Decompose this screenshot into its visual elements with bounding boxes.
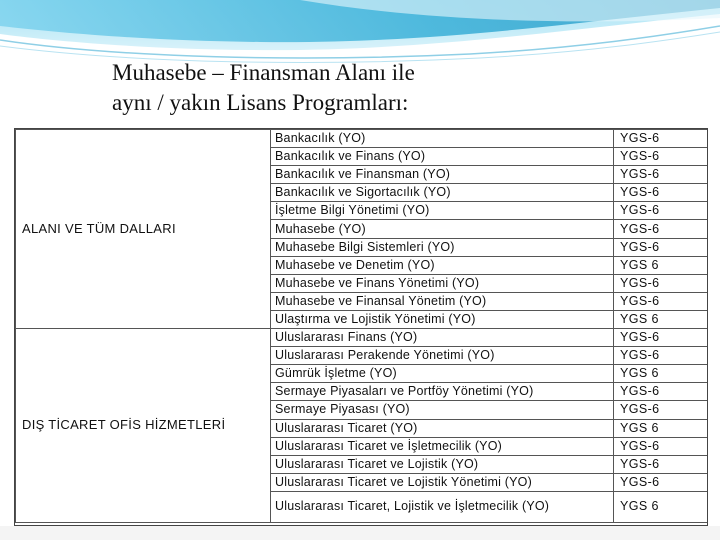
score-type-cell: YGS-6 xyxy=(614,166,708,184)
program-cell: Muhasebe (YO) xyxy=(271,220,614,238)
area-cell: ALANI VE TÜM DALLARI xyxy=(16,130,271,329)
score-type-cell: YGS-6 xyxy=(614,401,708,419)
table-row xyxy=(16,130,708,148)
table-row xyxy=(16,329,708,347)
program-cell: Gümrük İşletme (YO) xyxy=(271,365,614,383)
score-type-cell: YGS-6 xyxy=(614,383,708,401)
program-cell: Uluslararası Ticaret ve Lojistik (YO) xyxy=(271,455,614,473)
program-cell: Uluslararası Ticaret (YO) xyxy=(271,419,614,437)
slide-title xyxy=(112,58,632,118)
score-type-cell: YGS 6 xyxy=(614,310,708,328)
score-type-cell: YGS-6 xyxy=(614,202,708,220)
program-cell: Bankacılık ve Finans (YO) xyxy=(271,148,614,166)
score-type-cell: YGS-6 xyxy=(614,184,708,202)
program-cell: Bankacılık (YO) xyxy=(271,130,614,148)
score-type-cell: YGS-6 xyxy=(614,347,708,365)
score-type-cell: YGS-6 xyxy=(614,274,708,292)
program-cell: Muhasebe ve Denetim (YO) xyxy=(271,256,614,274)
slide-bottom-strip xyxy=(0,526,720,540)
score-type-cell: YGS-6 xyxy=(614,473,708,491)
programs-table-container xyxy=(14,128,708,526)
slide-title-line-2: aynı / yakın Lisans Programları: xyxy=(112,90,409,115)
score-type-cell: YGS 6 xyxy=(614,419,708,437)
score-type-cell: YGS-6 xyxy=(614,329,708,347)
program-cell: Uluslararası Perakende Yönetimi (YO) xyxy=(271,347,614,365)
slide-title-line-1: Muhasebe – Finansman Alanı ile xyxy=(112,60,415,85)
program-cell: Uluslararası Finans (YO) xyxy=(271,329,614,347)
score-type-cell: YGS-6 xyxy=(614,292,708,310)
program-cell: Bankacılık ve Sigortacılık (YO) xyxy=(271,184,614,202)
program-cell: Muhasebe Bilgi Sistemleri (YO) xyxy=(271,238,614,256)
program-cell: Uluslararası Ticaret ve Lojistik Yönetimi (YO) xyxy=(271,473,614,491)
program-cell: İşletme Bilgi Yönetimi (YO) xyxy=(271,202,614,220)
program-cell: Sermaye Piyasaları ve Portföy Yönetimi (YO) xyxy=(271,383,614,401)
score-type-cell: YGS-6 xyxy=(614,220,708,238)
program-cell: Ulaştırma ve Lojistik Yönetimi (YO) xyxy=(271,310,614,328)
program-cell: Sermaye Piyasası (YO) xyxy=(271,401,614,419)
area-cell: DIŞ TİCARET OFİS HİZMETLERİ xyxy=(16,329,271,523)
score-type-cell: YGS 6 xyxy=(614,365,708,383)
program-cell: Muhasebe ve Finansal Yönetim (YO) xyxy=(271,292,614,310)
score-type-cell: YGS-6 xyxy=(614,148,708,166)
score-type-cell: YGS 6 xyxy=(614,256,708,274)
program-cell: Uluslararası Ticaret, Lojistik ve İşletmecilik (YO) xyxy=(271,491,614,522)
score-type-cell: YGS-6 xyxy=(614,238,708,256)
score-type-cell: YGS 6 xyxy=(614,491,708,522)
program-cell: Bankacılık ve Finansman (YO) xyxy=(271,166,614,184)
score-type-cell: YGS-6 xyxy=(614,437,708,455)
score-type-cell: YGS-6 xyxy=(614,455,708,473)
score-type-cell: YGS-6 xyxy=(614,130,708,148)
program-cell: Muhasebe ve Finans Yönetimi (YO) xyxy=(271,274,614,292)
program-cell: Uluslararası Ticaret ve İşletmecilik (YO) xyxy=(271,437,614,455)
programs-table xyxy=(15,129,708,523)
